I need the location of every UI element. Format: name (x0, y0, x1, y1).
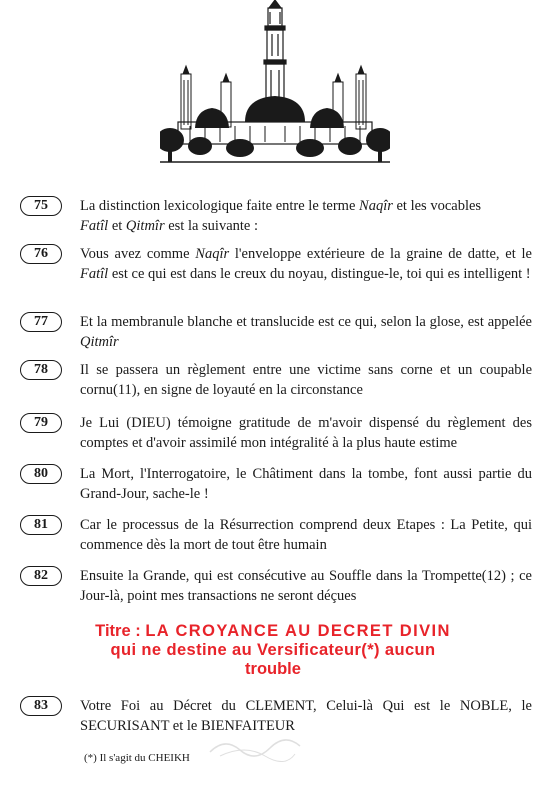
verse-number: 83 (20, 696, 62, 716)
verse-text: Je Lui (DIEU) témoigne gratitude de m'avoir dispensé du règlement des comptes et d'avoir assimilé mon intégralité à la plus haute estime (80, 415, 532, 451)
verse-number: 82 (20, 566, 62, 586)
faint-signature-mark (205, 732, 305, 762)
verse-number: 79 (20, 413, 62, 433)
verse-text: Il se passera un règlement entre une victime sans corne et un coupable cornu(11), en signe de loyauté en la circonstance (80, 362, 532, 398)
title-line-1: LA CROYANCE AU DECRET DIVIN (145, 622, 451, 640)
title-line-2: qui ne destine au Versificateur(*) aucun (110, 641, 436, 659)
verse-text: Et la membranule blanche et translucide est ce qui, selon la glose, est appelée Qitmîr (80, 314, 532, 350)
verse-text: La Mort, l'Interrogatoire, le Châtiment dans la tombe, font aussi partie du Grand-Jour, sache-le ! (80, 466, 532, 502)
section-title (0, 622, 546, 679)
verse-text: Votre Foi au Décret du CLEMENT, Celui-là Qui est le NOBLE, le SECURISANT et le BIENFAITEUR (80, 698, 532, 734)
verse-number: 77 (20, 312, 62, 332)
mosque-illustration (160, 0, 390, 170)
verse-number: 81 (20, 515, 62, 535)
verse-number: 78 (20, 360, 62, 380)
footnote: (*) Il s'agit du CHEIKH (84, 752, 190, 764)
verse-number: 80 (20, 464, 62, 484)
verse-text: La distinction lexicologique faite entre le terme Naqîr et les vocables Fatîl et Qitmîr est la suivante : (80, 198, 482, 234)
title-label: Titre : (95, 622, 141, 640)
verse-text: Vous avez comme Naqîr l'enveloppe extérieure de la graine de datte, et le Fatîl est ce qui est dans le creux du noyau, distingue-le, toi qui es intelligent ! (80, 246, 532, 282)
verse-text: Ensuite la Grande, qui est consécutive au Souffle dans la Trompette(12) ; ce Jour-là, point mes transactions ne seront déçues (80, 568, 532, 604)
title-line-3: trouble (245, 660, 301, 678)
verse-number: 76 (20, 244, 62, 264)
verse-text: Car le processus de la Résurrection comprend deux Etapes : La Petite, qui commence dès la mort de tout être humain (80, 517, 532, 553)
verse-number: 75 (20, 196, 62, 216)
